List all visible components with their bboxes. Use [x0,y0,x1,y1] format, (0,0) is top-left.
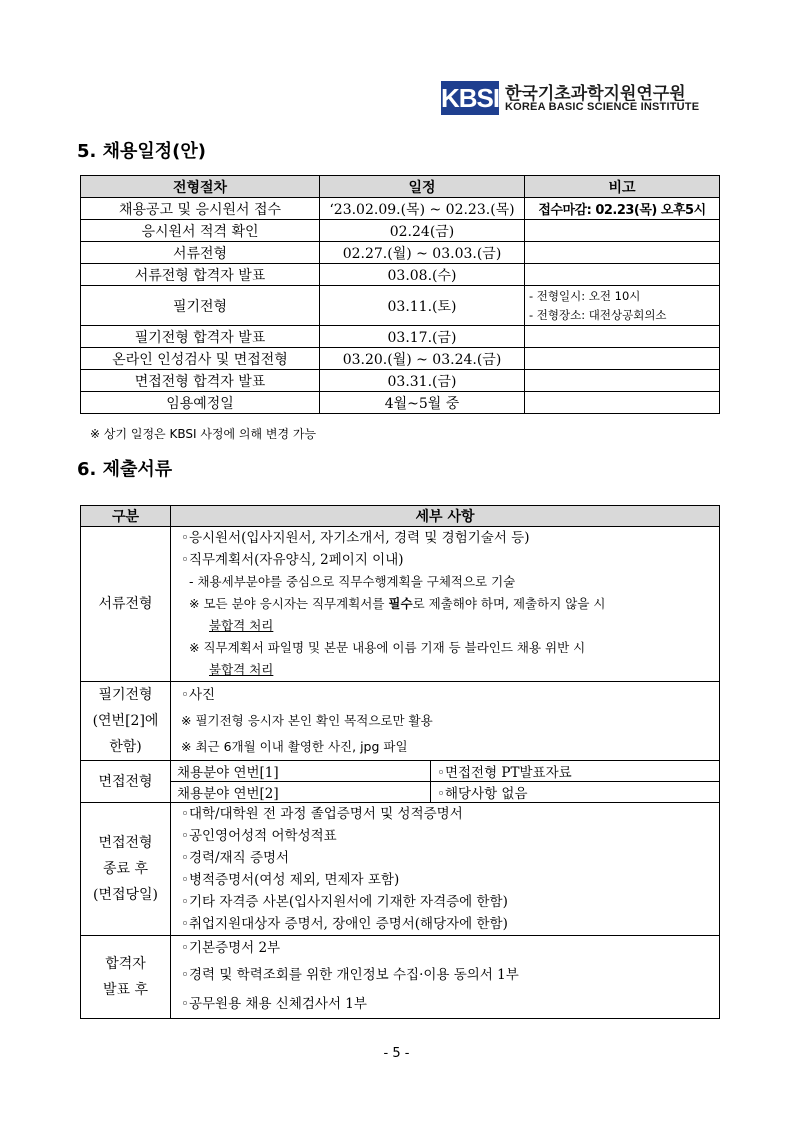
doc-screen-details [171,527,720,682]
schedule-header-row [81,176,720,198]
label-line: 발표 후 [102,982,149,998]
list-item [175,615,715,637]
header-date: 일정 [320,176,525,198]
interview-doc-2: ◦해당사항 없음 [431,782,720,803]
table-row [81,220,720,242]
org-name-en: KOREA BASIC SCIENCE INSTITUTE [505,101,700,113]
after-result-details [171,936,720,1019]
step-cell: 필기전형 합격자 발표 [81,326,320,348]
note-cell [525,392,720,414]
date-cell: 4월~5월 중 [320,392,525,414]
list-item: ◦경력 및 학력조회를 위한 개인정보 수집·이용 동의서 1부 [181,967,519,983]
label-line: 종료 후 [102,861,149,877]
note-cell [525,220,720,242]
list-item: ◦기타 자격증 사본(입사지원서에 기재한 자격증에 한함) [181,894,508,910]
label-line: 합격자 [105,956,146,972]
doc-screen-row [81,527,720,682]
label-line: (면접당일) [92,887,159,903]
section-5-title: 5. 채용일정(안) [77,141,207,162]
note-cell: 접수마감: 02.23(목) 오후5시 [525,198,720,220]
table-row [81,326,720,348]
fail-note: 불합격 처리 [209,618,274,633]
date-cell: 03.20.(월) ~ 03.24.(금) [320,348,525,370]
exam-place-note: - 전형장소: 대전상공회의소 [529,307,667,322]
after-interview-details [171,803,720,936]
date-cell: 02.27.(월) ~ 03.03.(금) [320,242,525,264]
written-label [81,682,171,761]
date-cell: 03.17.(금) [320,326,525,348]
list-item: ◦응시원서(입사지원서, 자기소개서, 경력 및 경험기술서 등) [181,530,530,546]
label-line: 필기전형 [98,687,153,703]
step-cell: 면접전형 합격자 발표 [81,370,320,392]
list-item: ※ 직무계획서 파일명 및 본문 내용에 이름 기재 등 블라인드 채용 위반 시 [189,640,586,655]
step-cell: 필기전형 [81,286,320,326]
schedule-table [80,175,720,414]
label-line: (연번[2]에 [92,713,159,729]
date-cell: 03.11.(토) [320,286,525,326]
table-row [81,264,720,286]
list-item [175,659,715,681]
note-cell [525,242,720,264]
step-cell: 서류전형 합격자 발표 [81,264,320,286]
page-number: - 5 - [383,1046,410,1061]
label-line: 한함) [109,739,142,755]
note-cell [525,326,720,348]
list-item: ◦취업지원대상자 증명서, 장애인 증명서(해당자에 한함) [181,916,508,932]
table-row [81,370,720,392]
note-cell [525,370,720,392]
interview-field-2: 채용분야 연번[2] [171,782,431,803]
note-part: ※ 모든 분야 응시자는 직무계획서를 [189,596,389,611]
date-cell: 03.08.(수) [320,264,525,286]
interview-field-1: 채용분야 연번[1] [171,761,431,782]
list-item: ◦경력/재직 증명서 [181,850,290,866]
interview-label: 면접전형 [81,761,171,803]
list-item: ◦공무원용 채용 신체검사서 1부 [181,996,367,1012]
step-cell: 응시원서 적격 확인 [81,220,320,242]
note-part: 로 제출해야 하며, 제출하지 않을 시 [412,596,606,611]
date-cell: 02.24(금) [320,220,525,242]
table-row [81,348,720,370]
section-6-title: 6. 제출서류 [77,459,173,480]
date-cell: 03.31.(금) [320,370,525,392]
note-cell [525,286,720,326]
written-row [81,682,720,761]
step-cell: 임용예정일 [81,392,320,414]
after-interview-label [81,803,171,936]
step-cell: 온라인 인성검사 및 면접전형 [81,348,320,370]
list-item: ◦병적증명서(여성 제외, 면제자 포함) [181,872,400,888]
after-interview-row [81,803,720,936]
list-item: - 채용세부분야를 중심으로 직무수행계획을 구체적으로 기술 [189,574,516,589]
list-item: ◦공인영어성적 어학성적표 [181,828,337,844]
interview-doc-1: ◦면접전형 PT발표자료 [431,761,720,782]
written-details [171,682,720,761]
after-result-row [81,936,720,1019]
after-result-label [81,936,171,1019]
note-cell [525,264,720,286]
table-row [81,242,720,264]
list-item: ※ 필기전형 응시자 본인 확인 목적으로만 활용 [181,713,433,728]
org-name-ko: 한국기초과학지원연구원 [505,84,686,104]
table-row [81,198,720,220]
header-note: 비고 [525,176,720,198]
documents-table [80,505,720,1019]
schedule-footnote: ※ 상기 일정은 KBSI 사정에 의해 변경 가능 [90,427,317,441]
doc-screen-label: 서류전형 [81,527,171,682]
header-step: 전형절차 [81,176,320,198]
list-item: ◦직무계획서(자유양식, 2페이지 이내) [181,552,404,568]
kbsi-logo [441,79,713,119]
interview-row [81,761,720,782]
list-item: ◦기본증명서 2부 [181,940,281,956]
required-emphasis: 필수 [388,596,413,611]
table-row [81,286,720,326]
date-cell: ‘23.02.09.(목) ~ 02.23.(목) [320,198,525,220]
label-line: 면접전형 [98,835,153,851]
header-details: 세부 사항 [171,506,720,527]
note-cell [525,348,720,370]
logo-mark: KBSI [441,83,500,113]
documents-header-row [81,506,720,527]
interview-row [81,782,720,803]
list-item: ※ 최근 6개월 이내 촬영한 사진, jpg 파일 [181,739,408,754]
exam-time-note: - 전형일시: 오전 10시 [529,288,641,303]
step-cell: 서류전형 [81,242,320,264]
list-item [175,593,715,615]
list-item: ◦대학/대학원 전 과정 졸업증명서 및 성적증명서 [181,806,463,822]
table-row [81,392,720,414]
fail-note: 불합격 처리 [209,662,274,677]
header-category: 구분 [81,506,171,527]
step-cell: 채용공고 및 응시원서 접수 [81,198,320,220]
list-item: ◦사진 [181,687,216,703]
